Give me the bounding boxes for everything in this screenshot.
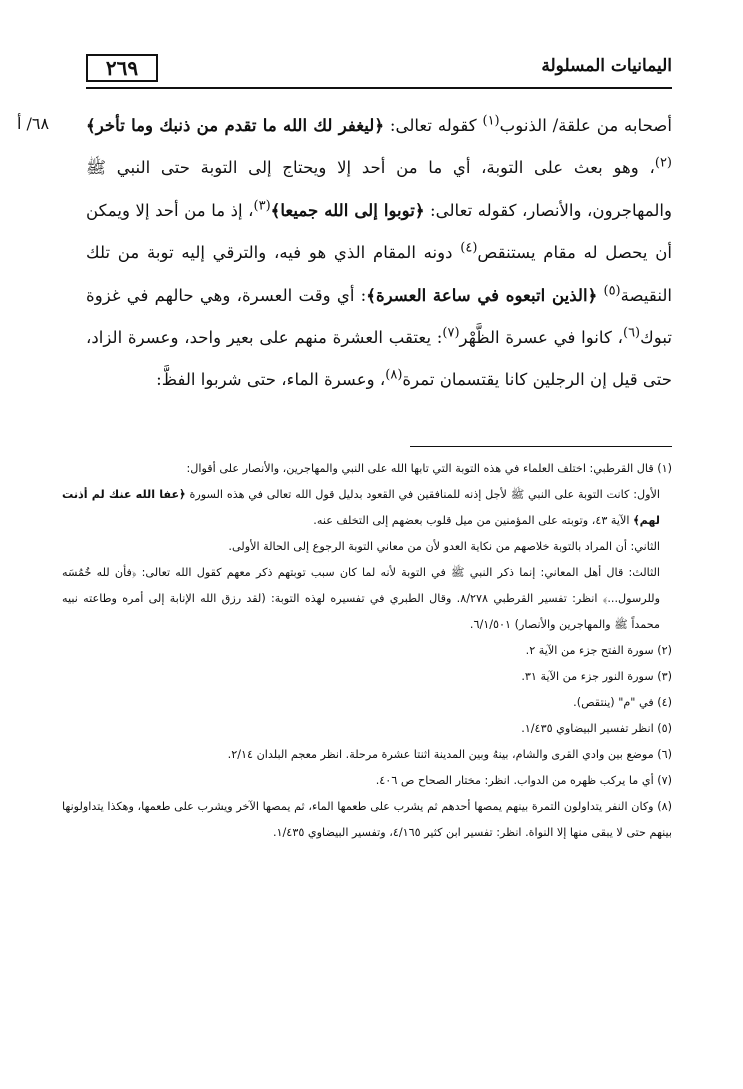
text-segment: الآية ٤٣، وتوبته على المؤمنين من ميل قلوب بعضهم إلى التخلف عنه.: [313, 514, 634, 527]
text-segment: : يعتقب العشرة منهم على بعير واحد، وعسرة الزاد، حتى قيل إن الرجلين كانا يقتسمان تمرة: [86, 328, 672, 389]
footnote-separator: [410, 446, 672, 447]
quran-quote: ﴿عفا الله عنك لم أذنت لهم﴾: [62, 488, 660, 527]
manuscript-folio-reference: ٦٨/ أ: [17, 114, 50, 133]
quran-quote: ﴿الذين اتبعوه في ساعة العسرة﴾: [366, 285, 598, 305]
footnote-7: (٧) أي ما يركب ظهره من الدواب. انظر: مختار الصحاح ص ٤٠٦.: [375, 774, 672, 787]
footnote-marker: (٦): [622, 325, 641, 341]
footnote-marker: (٧): [442, 325, 460, 341]
footnotes: [62, 456, 672, 846]
text-segment: ، وهو بعث على التوبة، أي ما من أحد إلا ويحتاج إلى التوبة حتى النبي ﷺ والمهاجرون، والأنصار، كقوله تعالى:: [86, 158, 673, 220]
text-segment: : كانت التوبة على النبي ﷺ لأجل إذنه للمنافقين في القعود بدليل قول الله تعالى في هذه السورة: [185, 488, 637, 501]
footnote-2: (٢) سورة الفتح جزء من الآية ٢.: [525, 644, 672, 657]
main-paragraph: [86, 104, 672, 401]
footnote-6: (٦) موضع بين وادي القرى والشام، بينهُ وبين المدينة اثنتا عشرة مرحلة. انظر معجم البلدان ٢/١٤.: [227, 748, 672, 761]
text-segment: ، إذ ما من أحد إلا ويمكن أن يحصل له مقام يستنقص: [86, 201, 673, 262]
text-segment: دونه المقام الذي هو فيه، والترقي إليه توبة من تلك النقيصة: [86, 243, 672, 305]
footnote-marker: (١): [482, 113, 500, 129]
footnote-marker: (٨): [385, 367, 403, 383]
quran-quote: ﴿توبوا إلى الله جميعا﴾: [270, 200, 425, 220]
footnote-marker: (٥): [603, 283, 621, 299]
footnote-5: (٥) انظر تفسير البيضاوي ١/٤٣٥.: [521, 722, 672, 735]
page-header: [86, 40, 672, 88]
footnote-1-first-label: الأول: [636, 488, 661, 501]
running-title: اليمانيات المسلولة: [541, 56, 672, 76]
text-segment: ، وعسرة الماء، حتى شربوا الفظَّ:: [156, 370, 386, 389]
footnote-8: (٨) وكان النفر يتداولون التمرة بينهم يمصها أحدهم ثم يشرب على طعمها الماء، ثم يمصها الآخر ويشرب على طعمها، وهكذا يتداولونها بينهم حتى لا يبقى منها إلا النواة. انظر: تفسير ابن كثير ٤/١٦٥، وتفسير البيضاوي ١/٤٣٥.: [62, 800, 672, 839]
footnote-marker: (٣): [253, 198, 271, 214]
footnote-3: (٣) سورة النور جزء من الآية ٣١.: [521, 670, 672, 683]
text-segment: كقوله تعالى:: [384, 116, 483, 135]
main-text: [86, 104, 672, 401]
footnote-1-first: [62, 482, 672, 534]
header-rule: [86, 87, 672, 89]
text-segment: : أي وقت العسرة، وهي حالهم في غزوة تبوك: [86, 286, 672, 347]
text-segment: أصحابه من علقة/ الذنوب: [499, 116, 672, 135]
footnote-marker: (٤): [460, 240, 478, 256]
quran-quote: ﴿ليغفر لك الله ما تقدم من ذنبك وما تأخر﴾: [86, 115, 385, 135]
footnote-1-intro: (١) قال القرطبي: اختلف العلماء في هذه التوبة التي تابها الله على النبي والمهاجرين، والأنصار على أقوال:: [186, 462, 672, 475]
page-number: ٢٦٩: [86, 54, 158, 82]
footnote-marker: (٢): [654, 155, 672, 171]
text-segment: ، كانوا في عسرة الظَّهْر: [459, 328, 623, 347]
footnote-1-second: الثاني: أن المراد بالتوبة خلاصهم من نكاية العدو لأن من معاني التوبة الرجوع إلى الحالة الأولى.: [228, 540, 660, 553]
footnote-1-third: الثالث: قال أهل المعاني: إنما ذكر النبي ﷺ في التوبة لأنه لما كان سبب توبتهم ذكر معهم كقول الله تعالى: ﴿فأن لله خُمُسَه وللرسول...﴾ انظر: تفسير القرطبي ٨/٢٧٨. وقال الطبري في تفسيره لهذه التوبة: (لقد رزق الله الإنابة إلى أمره وطاعته نبيه محمداً ﷺ والمهاجرين والأنصار) ٦/١/٥٠١.: [62, 566, 660, 631]
footnote-4: (٤) في "م" (ينتقص).: [573, 696, 672, 709]
